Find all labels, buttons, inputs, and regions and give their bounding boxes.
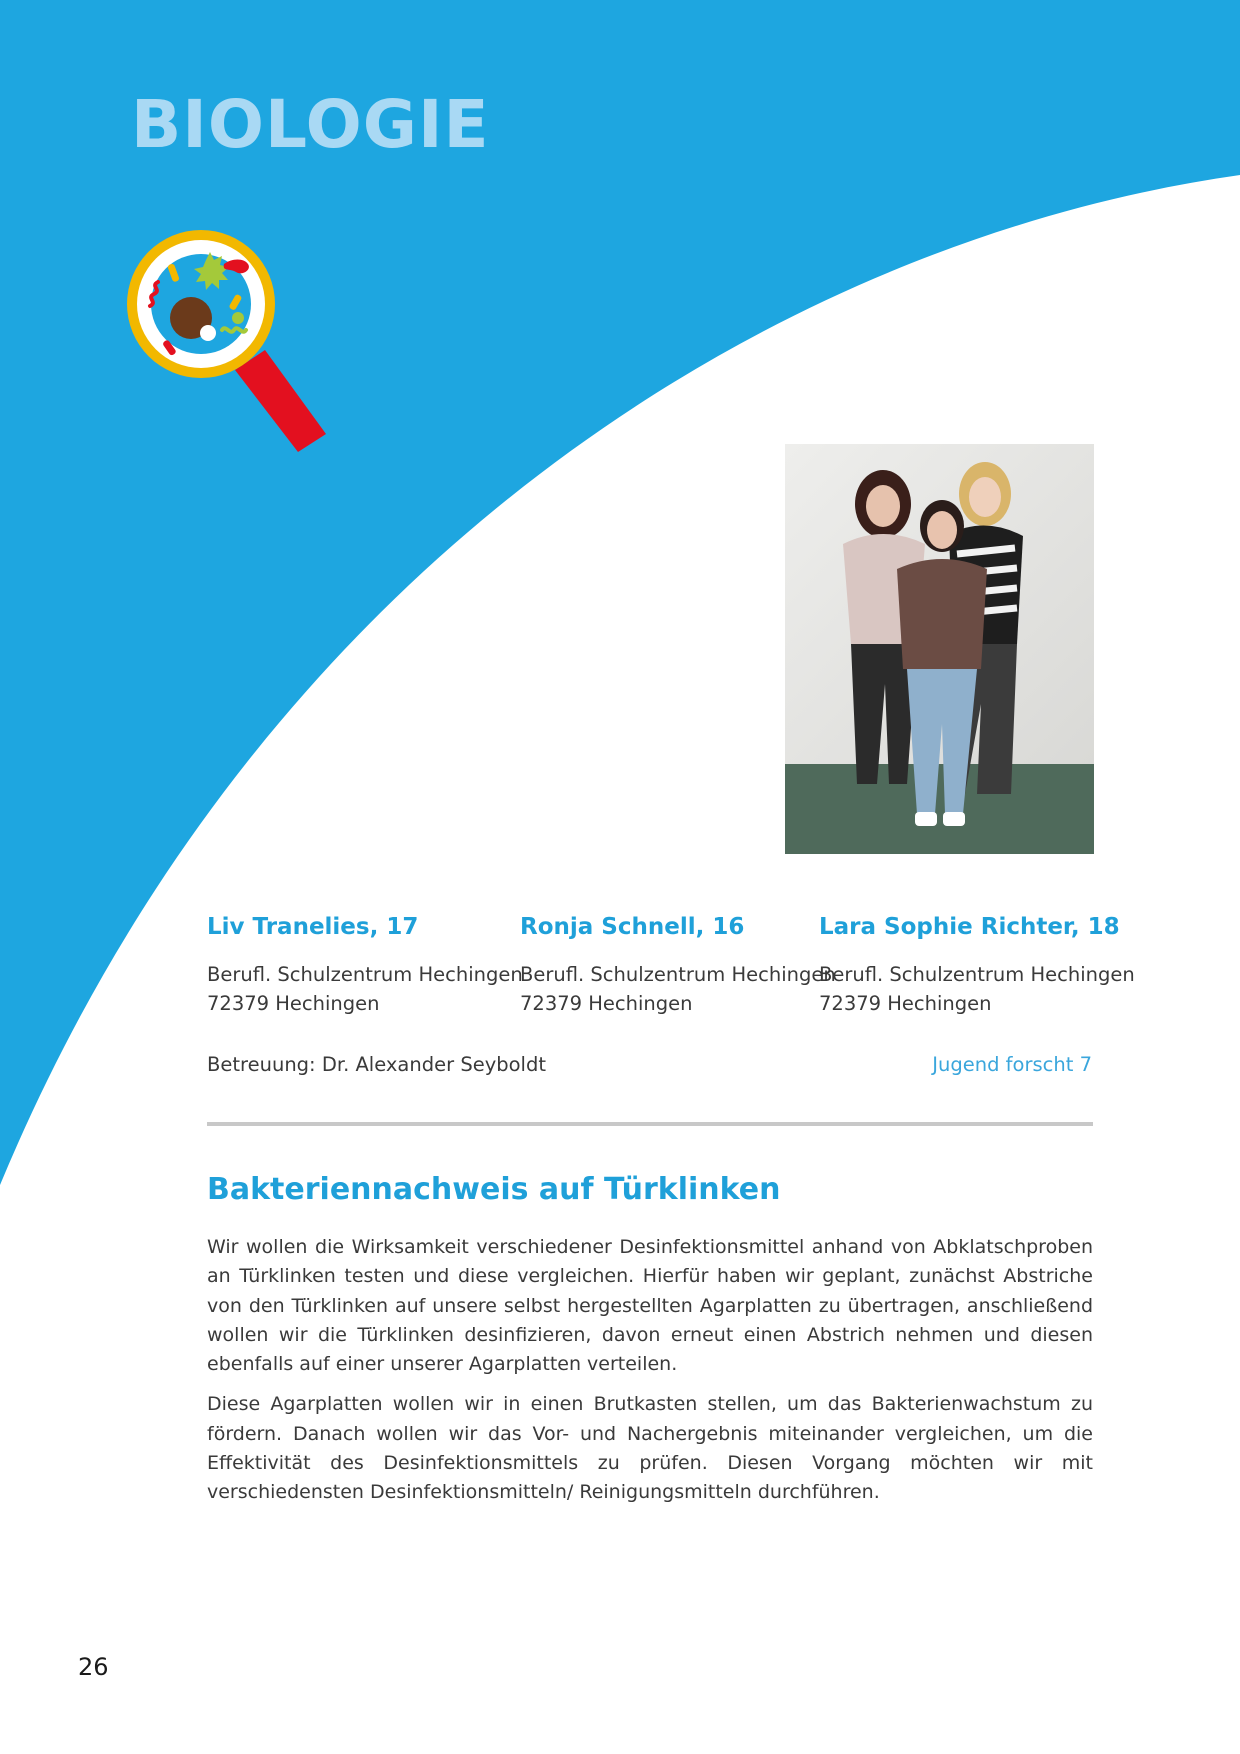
section-title: BIOLOGIE: [131, 86, 490, 163]
divider: [207, 1122, 1093, 1126]
project-title: Bakteriennachweis auf Türklinken: [207, 1172, 781, 1207]
participant-school-1: [207, 960, 523, 1018]
participant-school-name: Berufl. Schulzentrum Hechingen: [819, 963, 1135, 986]
page-number: 26: [78, 1653, 109, 1681]
supervisor: Betreuung: Dr. Alexander Seyboldt: [207, 1053, 546, 1076]
group-photo: [785, 444, 1094, 854]
participant-name-3: Lara Sophie Richter, 18: [819, 914, 1120, 940]
participant-school-name: Berufl. Schulzentrum Hechingen: [207, 963, 523, 986]
participant-school-2: [520, 960, 836, 1018]
project-description: [207, 1233, 1093, 1519]
participant-school-3: [819, 960, 1135, 1018]
participant-city: 72379 Hechingen: [207, 992, 380, 1015]
paragraph: Diese Agarplatten wollen wir in einen Brutkasten stellen, um das Bakterienwachstum zu fördern. Danach wollen wir das Vor- und Nachergebnis miteinander vergleichen, um die Effektivität des Desinfektionsmittels zu prüfen. Diesen Vorgang möchten wir mit verschiedensten Desinfektionsmitteln/ Reinigungsmitteln durchführen.: [207, 1393, 1093, 1504]
participant-school-name: Berufl. Schulzentrum Hechingen: [520, 963, 836, 986]
participant-name-2: Ronja Schnell, 16: [520, 914, 745, 940]
paragraph: Wir wollen die Wirksamkeit verschiedener Desinfektionsmittel anhand von Abklatschproben an Türklinken testen und diese vergleichen. Hierfür haben wir geplant, zunächst Abstriche von den Türklinken auf unsere selbst hergestellten Agarplatten zu übertragen, anschließend wollen wir die Türklinken desinfizieren, davon erneut einen Abstrich nehmen und diesen ebenfalls auf einer unserer Agarplatten verteilen.: [207, 1236, 1093, 1376]
issue-label: Jugend forscht 7: [932, 1053, 1092, 1076]
participant-city: 72379 Hechingen: [520, 992, 693, 1015]
participant-name-1: Liv Tranelies, 17: [207, 914, 419, 940]
participant-city: 72379 Hechingen: [819, 992, 992, 1015]
magnifier-bacteria-icon: [118, 222, 338, 502]
group-photo-illustration: [785, 444, 1094, 854]
